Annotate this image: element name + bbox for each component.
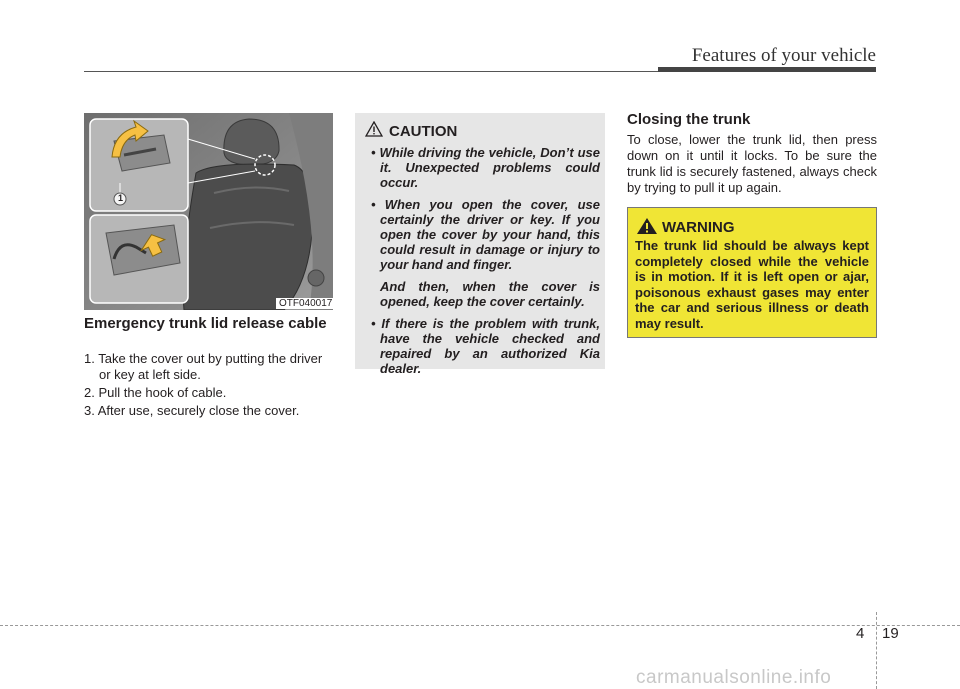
warning-title: WARNING [662, 219, 735, 236]
footer-rule [0, 625, 960, 626]
caution-item: • When you open the cover, use certainly the driver or key. If you open the cover by your hand, this could result in damage or injury to your hand and finger. [371, 197, 600, 272]
step-item: 3. After use, securely close the cover. [84, 403, 300, 418]
step-item: 2. Pull the hook of cable. [84, 385, 227, 400]
caution-list [366, 145, 600, 383]
header-title: Features of your vehicle [691, 45, 876, 66]
caution-item: And then, when the cover is opened, keep the cover certainly. [380, 279, 600, 309]
header-rule-accent [658, 67, 876, 72]
emergency-steps [84, 351, 336, 421]
caution-title: CAUTION [389, 123, 458, 140]
warning-text: The trunk lid should be always kept completely closed while the vehicle is in motion. If it is left open or ajar, poisonous exhaust gases may enter the car and serious illness or death may result. [635, 238, 869, 331]
footer-divider [876, 612, 877, 689]
trunk-release-illustration [84, 113, 333, 310]
caution-item: • While driving the vehicle, Don’t use it. Unexpected problems could occur. [371, 145, 600, 190]
callout-number: 1 [117, 193, 123, 203]
warning-triangle-icon [636, 217, 658, 235]
caution-triangle-icon [365, 121, 383, 137]
step-item: 1. Take the cover out by putting the driver or key at left side. [84, 351, 323, 382]
page-number: 19 [882, 625, 899, 642]
chapter-number: 4 [856, 625, 865, 642]
caution-item: • If there is the problem with trunk, have the vehicle checked and repaired by an authorized Kia dealer. [371, 316, 600, 376]
closing-text: To close, lower the trunk lid, then press down on it until it locks. To be sure the trunk lid is securely fastened, always check by trying to pull it up again. [627, 132, 877, 195]
closing-heading: Closing the trunk [627, 111, 751, 128]
header-rule [84, 71, 658, 72]
emergency-heading: Emergency trunk lid release cable [84, 315, 327, 332]
watermark: carmanualsonline.info [636, 667, 832, 688]
figure-code: OTF040017 [276, 298, 335, 309]
